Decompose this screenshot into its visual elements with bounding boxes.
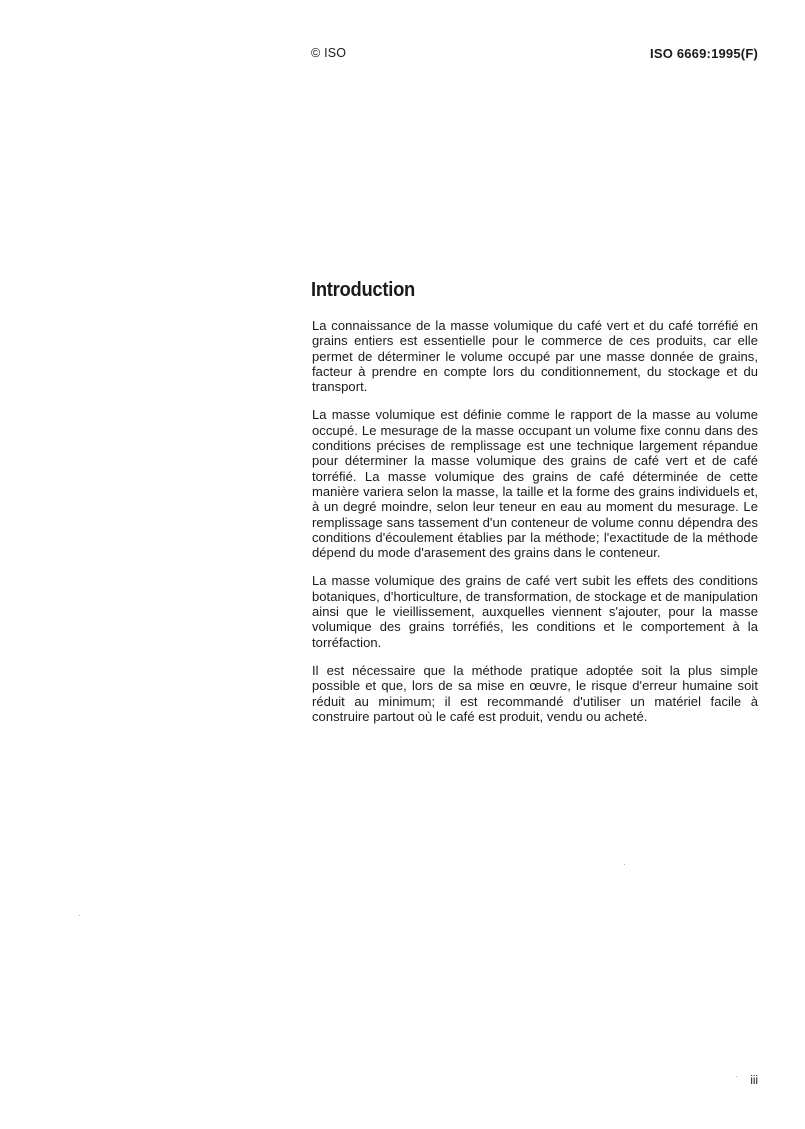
paragraph: La masse volumique est définie comme le rapport de la masse au volume occupé. Le mesurage de la masse occupant un volume fixe connu dans des conditions précises de remplissage est une technique largement répandue pour déterminer la masse volumique des grains de café vert et de café torréfié. La masse volumique des grains de café déterminée de cette manière variera selon la masse, la taille et la forme des grains individuels et, à un degré moindre, selon leur teneur en eau au moment du mesurage. Le remplissage sans tassement d'un conteneur de volume connu dépendra des conditions d'écoulement établies par la méthode; l'exactitude de la méthode dépend du mode d'arasement des grains dans le conteneur. — [312, 407, 758, 561]
copyright-notice: © ISO — [311, 46, 347, 60]
scan-speck — [624, 864, 625, 865]
paragraph: Il est nécessaire que la méthode pratique adoptée soit la plus simple possible et que, lors de sa mise en œuvre, le risque d'erreur humaine soit réduit au minimum; il est recommandé d'utiliser un matériel facile à construire partout où le café est produit, vendu ou acheté. — [312, 662, 758, 724]
paragraph: La connaissance de la masse volumique du café vert et du café torréfié en grains entiers est essentielle pour le commerce de ces produits, car elle permet de déterminer le volume occupé par une masse donnée de grains, facteur à prendre en compte lors du conditionnement, du stockage et du transport. — [312, 318, 758, 395]
page-number: iii — [750, 1075, 758, 1087]
section-title: Introduction — [311, 279, 416, 301]
paragraph: La masse volumique des grains de café vert subit les effets des conditions botaniques, d'horticulture, de transformation, de stockage et de manipulation ainsi que le vieillissement, auxquelles viennent s'ajouter, pour la masse volumique des grains torréfiés, les conditions et le comportement à la torréfaction. — [312, 573, 758, 650]
scan-speck — [79, 915, 80, 916]
scan-speck — [736, 1076, 737, 1077]
standard-identifier: ISO 6669:1995(F) — [650, 46, 758, 61]
section-body — [312, 318, 758, 737]
